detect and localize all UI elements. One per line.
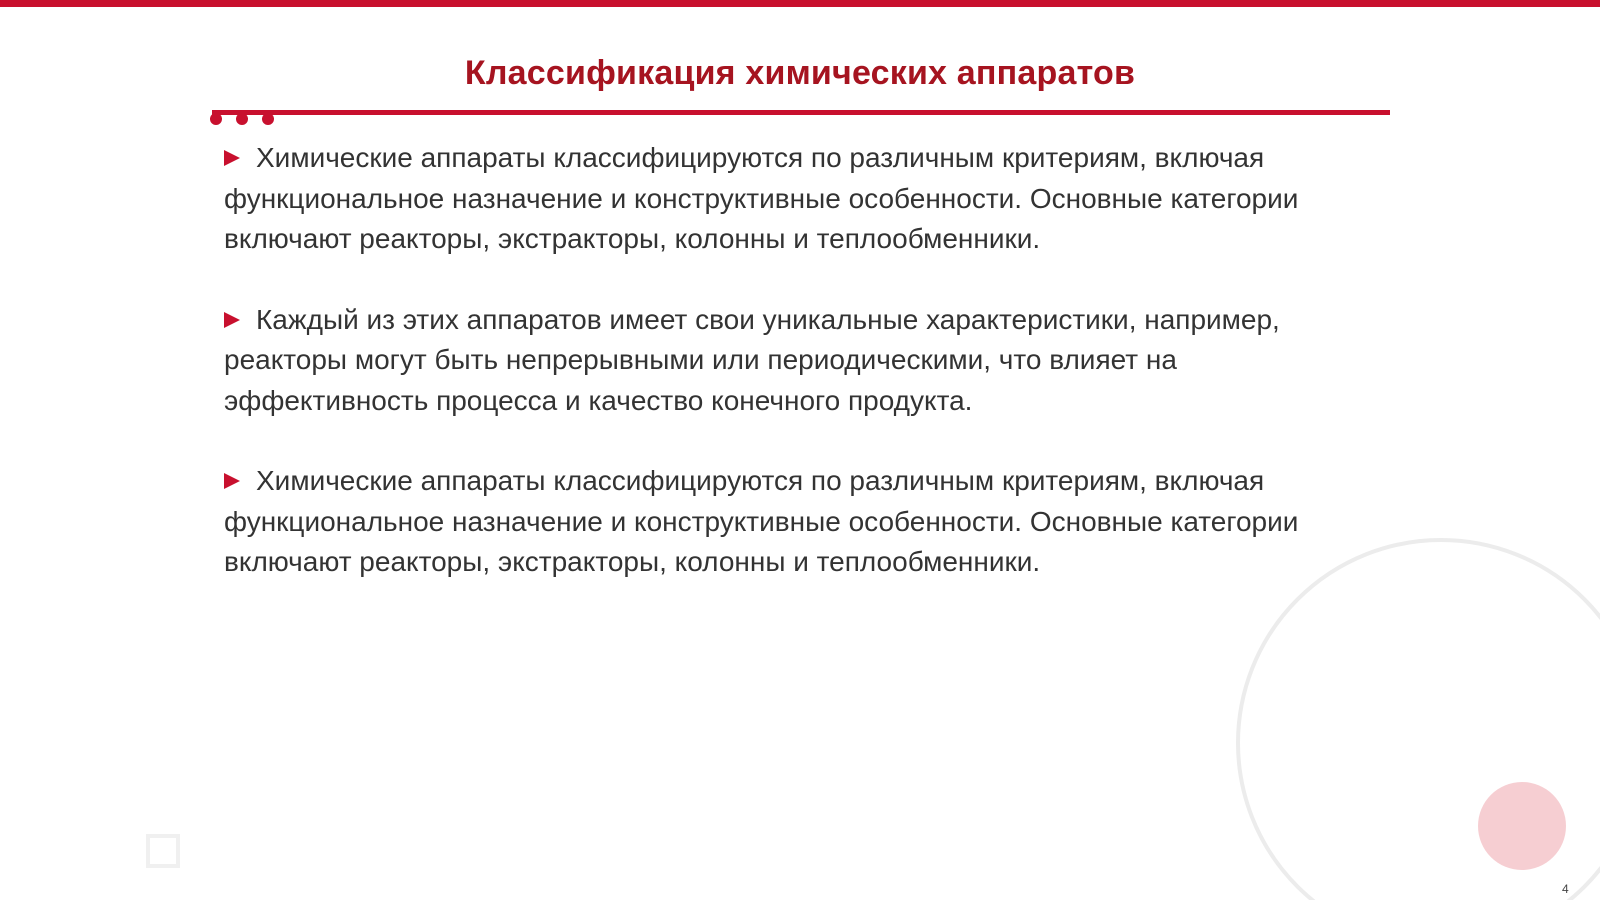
bullet-item xyxy=(224,138,1374,260)
decorative-blob xyxy=(1478,782,1566,870)
bullet-text: Химические аппараты классифицируются по различным критериям, включая функциональное назначение и конструктивные особенности. Основные категории включают реакторы, экстракторы, колонны и теплообменники. xyxy=(224,142,1299,254)
triangle-right-icon xyxy=(224,150,240,166)
triangle-right-icon xyxy=(224,312,240,328)
bullet-list xyxy=(224,138,1374,623)
page-number: 4 xyxy=(1562,882,1569,896)
decorative-dot xyxy=(236,113,248,125)
bullet-item xyxy=(224,300,1374,422)
bullet-text: Химические аппараты классифицируются по различным критериям, включая функциональное назначение и конструктивные особенности. Основные категории включают реакторы, экстракторы, колонны и теплообменники. xyxy=(224,465,1299,577)
decorative-dot xyxy=(210,113,222,125)
bullet-text: Каждый из этих аппаратов имеет свои уникальные характеристики, например, реакторы могут быть непрерывными или периодическими, что влияет на эффективность процесса и качество конечного продукта. xyxy=(224,303,1280,416)
slide-title: Классификация химических аппаратов xyxy=(464,54,1136,92)
decorative-dot xyxy=(262,113,274,125)
decorative-square xyxy=(146,834,180,868)
top-accent-bar xyxy=(0,0,1600,7)
title-underline xyxy=(212,110,1390,115)
triangle-right-icon xyxy=(224,473,240,489)
bullet-item xyxy=(224,461,1374,583)
